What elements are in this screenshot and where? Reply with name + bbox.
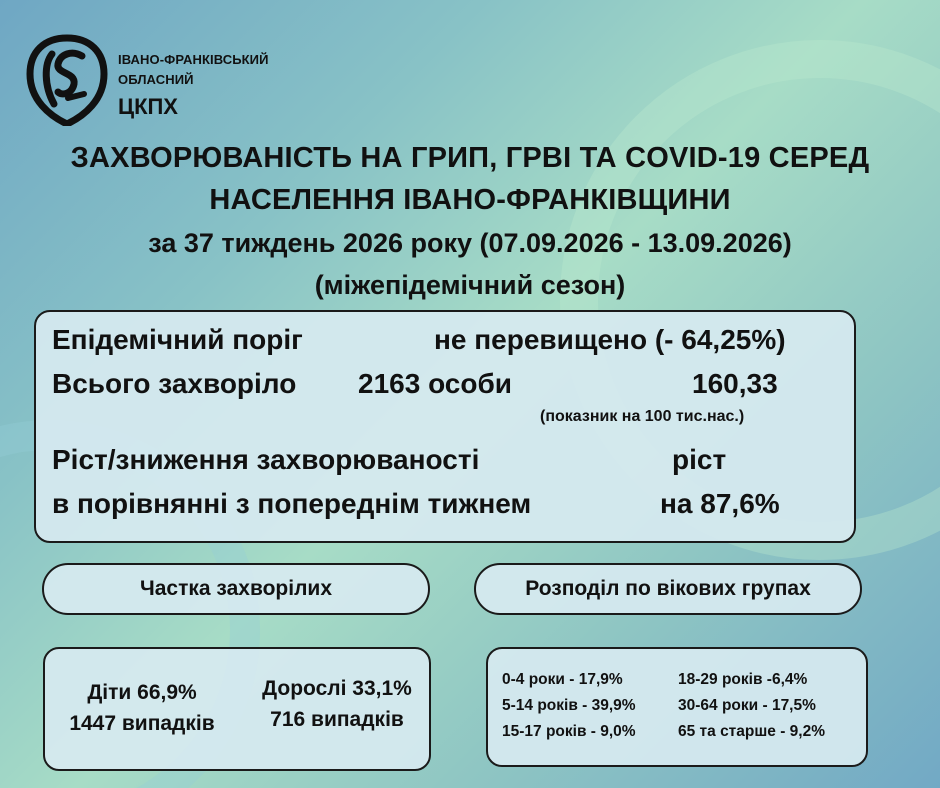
org-name-line1: ІВАНО-ФРАНКІВСЬКИЙ bbox=[118, 52, 269, 67]
threshold-label: Епідемічний поріг bbox=[52, 324, 303, 355]
summary-box bbox=[34, 310, 856, 543]
organization-name bbox=[118, 50, 269, 122]
tsphk-logo-icon bbox=[24, 34, 110, 126]
total-label: Всього захворіло bbox=[52, 368, 297, 399]
adults-percent: Дорослі 33,1% bbox=[262, 677, 412, 700]
children-cases: 1447 випадків bbox=[69, 712, 215, 735]
total-rate: 160,33 bbox=[692, 368, 778, 399]
title-season: (міжепідемічний сезон) bbox=[314, 270, 626, 300]
trend-value-line1: ріст bbox=[672, 444, 727, 475]
age-group-item: 0-4 роки - 17,9% bbox=[502, 671, 623, 688]
age-group-item: 18-29 років -6,4% bbox=[678, 671, 808, 688]
age-group-item: 15-17 років - 9,0% bbox=[502, 723, 636, 740]
age-group-item: 65 та старше - 9,2% bbox=[678, 723, 826, 740]
title-line2: НАСЕЛЕННЯ ІВАНО-ФРАНКІВЩИНИ bbox=[209, 184, 731, 216]
share-box bbox=[43, 647, 431, 771]
trend-label-line1: Ріст/зниження захворюваності bbox=[52, 444, 480, 475]
adults-share bbox=[245, 673, 429, 735]
age-groups-box bbox=[486, 647, 868, 767]
title-period: за 37 тиждень 2026 року (07.09.2026 - 13.09.2026) bbox=[148, 228, 792, 258]
age-group-item: 30-64 роки - 17,5% bbox=[678, 697, 816, 714]
trend-label-line2: в порівнянні з попереднім тижнем bbox=[52, 488, 532, 519]
total-count: 2163 особи bbox=[358, 368, 512, 399]
title-line1: ЗАХВОРЮВАНІСТЬ НА ГРИП, ГРВІ ТА COVID-19 СЕРЕД bbox=[70, 142, 870, 174]
share-heading: Частка захворілих bbox=[42, 563, 430, 615]
adults-cases: 716 випадків bbox=[270, 708, 404, 731]
rate-note: (показник на 100 тис.нас.) bbox=[540, 408, 745, 425]
children-share bbox=[51, 677, 233, 739]
org-abbreviation: ЦКПХ bbox=[118, 94, 178, 119]
trend-value-line2: на 87,6% bbox=[660, 488, 780, 519]
age-group-item: 5-14 років - 39,9% bbox=[502, 697, 636, 714]
threshold-value: не перевищено (- 64,25%) bbox=[434, 324, 786, 355]
age-groups-left-column bbox=[502, 667, 636, 745]
page-title bbox=[0, 137, 940, 305]
age-distribution-heading: Розподіл по вікових групах bbox=[474, 563, 862, 615]
org-name-line2: ОБЛАСНИЙ bbox=[118, 72, 194, 87]
children-percent: Діти 66,9% bbox=[87, 681, 197, 704]
age-groups-right-column bbox=[678, 667, 825, 745]
